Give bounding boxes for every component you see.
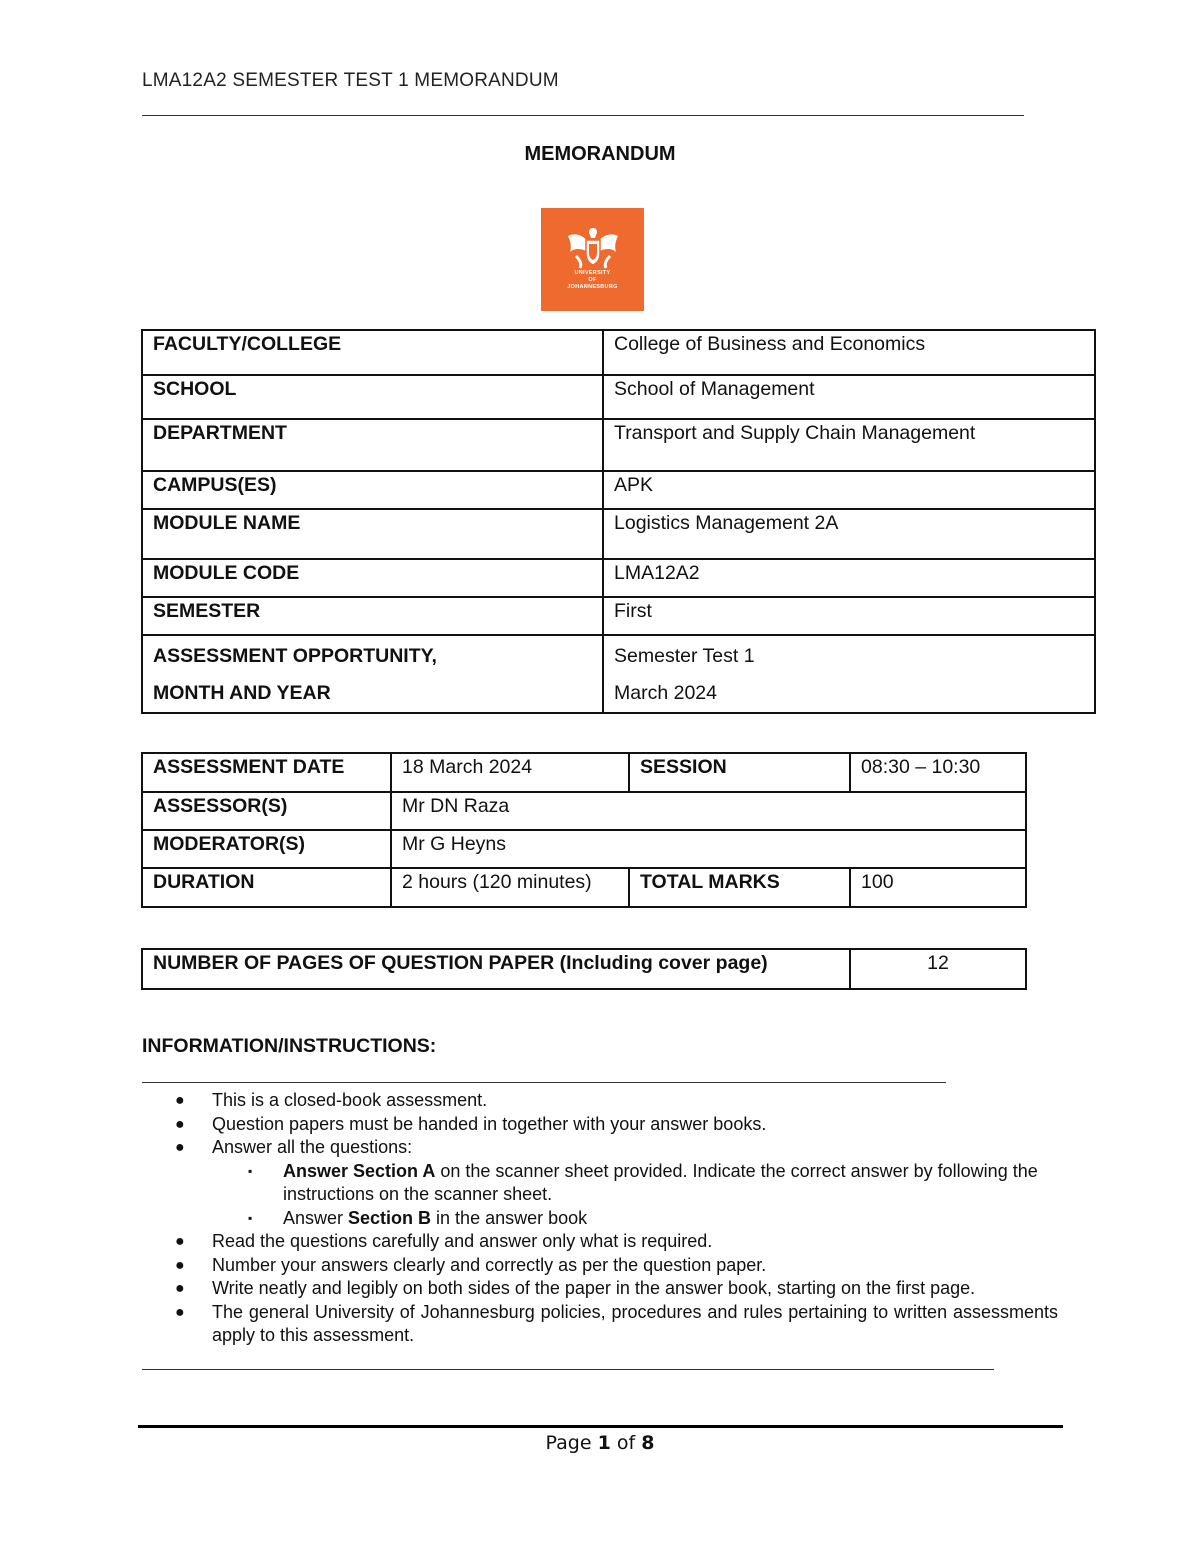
total-marks-label: TOTAL MARKS [629, 868, 850, 907]
assessment-opportunity-value [603, 635, 1095, 713]
assessment-opportunity-label-line1: ASSESSMENT OPPORTUNITY, [153, 645, 437, 667]
page-footer [0, 1432, 1200, 1454]
moderator-label: MODERATOR(S) [142, 830, 391, 868]
instructions-list [142, 1089, 1058, 1348]
duration-label: DURATION [142, 868, 391, 907]
instructions-bottom-rule [142, 1369, 994, 1370]
page-header: LMA12A2 SEMESTER TEST 1 MEMORANDUM [142, 70, 559, 91]
module-name-label: MODULE NAME [142, 509, 603, 559]
department-value: Transport and Supply Chain Management [603, 419, 1095, 471]
sub-list-item: ▪ Answer Section A on the scanner sheet provided. Indicate the correct answer by following the instructions on the scanner sheet. [248, 1160, 1038, 1204]
session-value: 08:30 – 10:30 [850, 753, 1026, 792]
assessment-table [141, 752, 1027, 908]
assessment-opportunity-label [142, 635, 603, 713]
assessor-value: Mr DN Raza [391, 792, 1026, 830]
campus-label: CAMPUS(ES) [142, 471, 603, 509]
square-bullet-icon: ▪ [248, 1163, 253, 1178]
bullet-icon: ● [175, 1092, 185, 1109]
pages-value: 12 [850, 949, 1026, 989]
header-rule [142, 115, 1024, 116]
school-value: School of Management [603, 375, 1095, 419]
faculty-label: FACULTY/COLLEGE [142, 330, 603, 375]
sub-instructions-list [212, 1160, 1058, 1231]
assessment-opportunity-value-line2: March 2024 [614, 682, 717, 704]
bullet-icon: ● [175, 1256, 185, 1274]
list-item: ● Answer all the questions: ▪ Answer Section A on the scanner sheet provided. Indicate the correct answer by following the instructions on the scanner sheet. ▪ Answer Section B in the answer book [142, 1136, 1058, 1230]
assessment-date-value: 18 March 2024 [391, 753, 629, 792]
module-name-value: Logistics Management 2A [603, 509, 1095, 559]
footer-page-number: 1 [597, 1432, 611, 1454]
footer-page-word: Page [545, 1432, 592, 1454]
crest-icon [558, 222, 628, 270]
list-item: ● Question papers must be handed in together with your answer books. [142, 1113, 1058, 1137]
square-bullet-icon: ▪ [248, 1210, 253, 1225]
school-label: SCHOOL [142, 375, 603, 419]
sub-list-item: ▪ Answer Section B in the answer book [212, 1207, 1058, 1231]
logo-text-line3: JOHANNESBURG [567, 284, 618, 290]
semester-value: First [603, 597, 1095, 635]
campus-value: APK [603, 471, 1095, 509]
moderator-value: Mr G Heyns [391, 830, 1026, 868]
duration-value: 2 hours (120 minutes) [391, 868, 629, 907]
bullet-icon: ● [175, 1233, 185, 1250]
university-logo [541, 208, 644, 311]
bullet-icon: ● [175, 1115, 185, 1133]
bullet-icon: ● [175, 1280, 185, 1297]
bullet-icon: ● [175, 1139, 185, 1156]
pages-table [141, 948, 1027, 990]
department-label: DEPARTMENT [142, 419, 603, 471]
session-label: SESSION [629, 753, 850, 792]
faculty-value: College of Business and Economics [603, 330, 1095, 375]
list-item: ● The general University of Johannesburg policies, procedures and rules pertaining to written assessments apply to this assessment. [175, 1301, 1058, 1345]
module-details-table [141, 329, 1096, 714]
list-item: ● Number your answers clearly and correctly as per the question paper. [142, 1254, 1058, 1278]
module-code-value: LMA12A2 [603, 559, 1095, 597]
bullet-icon: ● [175, 1303, 185, 1321]
assessor-label: ASSESSOR(S) [142, 792, 391, 830]
instructions-heading: INFORMATION/INSTRUCTIONS: [142, 1035, 437, 1057]
module-code-label: MODULE CODE [142, 559, 603, 597]
assessment-date-label: ASSESSMENT DATE [142, 753, 391, 792]
instructions-top-rule [142, 1082, 946, 1083]
logo-text-line2: OF [588, 277, 597, 283]
assessment-opportunity-value-line1: Semester Test 1 [614, 645, 755, 667]
footer-page-total: 8 [641, 1432, 655, 1454]
document-title: MEMORANDUM [524, 143, 676, 165]
list-item: ● Read the questions carefully and answer only what is required. [142, 1230, 1058, 1254]
assessment-opportunity-label-line2: MONTH AND YEAR [153, 682, 331, 704]
semester-label: SEMESTER [142, 597, 603, 635]
list-item: ● This is a closed-book assessment. [142, 1089, 1058, 1113]
pages-label: NUMBER OF PAGES OF QUESTION PAPER (Including cover page) [142, 949, 850, 989]
footer-of-word: of [616, 1432, 636, 1454]
total-marks-value: 100 [850, 868, 1026, 907]
footer-rule [138, 1425, 1063, 1428]
list-item: ● Write neatly and legibly on both sides of the paper in the answer book, starting on the first page. [142, 1277, 1058, 1301]
logo-text-line1: UNIVERSITY [574, 270, 611, 276]
